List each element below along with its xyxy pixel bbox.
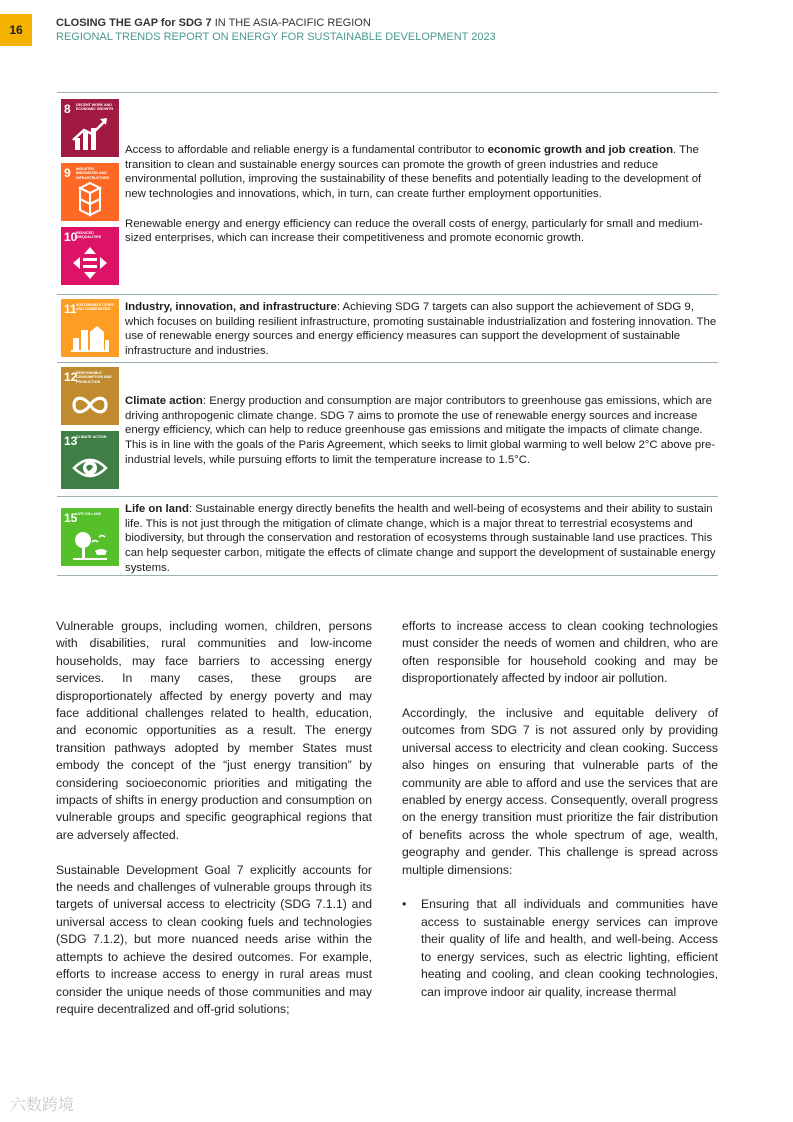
industry-paragraph: Industry, innovation, and infrastructure: Achieving SDG 7 targets can also support the achievement of SDG 9, which focuses on building resilient infrastructure, promoting sustainable industrialization and fostering innovation. The use of renewable energy sources and energy efficiency measures can support the development of sustainable infrastructure and industries. [125, 301, 717, 358]
sdg-row-text [125, 295, 718, 362]
header-subtitle: REGIONAL TRENDS REPORT ON ENERGY FOR SUSTAINABLE DEVELOPMENT 2023 [56, 31, 496, 43]
sdg-icon-column [57, 295, 125, 362]
sdg-15-icon: 15 LIFE ON LAND [61, 508, 119, 566]
bullet-list [402, 896, 718, 1000]
energy-costs-paragraph: Renewable energy and energy efficiency can reduce the overall costs of energy, particularly for small and medium-sized enterprises, which can increase their competitiveness and promote economic growth. [125, 217, 703, 245]
sdg-linkage-table [57, 92, 718, 576]
sdg-row-life-on-land [57, 496, 718, 576]
economic-growth-paragraph: Access to affordable and reliable energy is a fundamental contributor to economic growth and job creation. The transition to clean and sustainable energy sources can promote the growth of green industries and reduce environmental pollution, improving the sustainability of these benefits and potentially leading to the development of new technologies and innovations, which, in turn, can create further employment opportunities. [125, 144, 702, 201]
header-title: CLOSING THE GAP for SDG 7 IN THE ASIA-PACIFIC REGION [56, 17, 371, 29]
climate-paragraph: Climate action: Energy production and consumption are major contributors to greenhouse gas emissions, which are driving anthropogenic climate change. SDG 7 aims to promote the use of renewable energy sources and increase energy efficiency, which can help to reduce greenhouse gas emissions and mitigate the impacts of climate change. This is in line with the goals of the Paris Agreement, which seeks to limit global warming to well below 2°C above pre-industrial levels, while pursuing efforts to limit the temperature increase to 1.5°C. [125, 395, 716, 466]
sdg-row-text [125, 363, 718, 496]
running-header [56, 16, 496, 44]
sdg-13-icon: 13 CLIMATE ACTION [61, 431, 119, 489]
body-paragraph: Sustainable Development Goal 7 explicitly accounts for the needs and challenges of vulnerable groups through its targets of universal access to electricity (SDG 7.1.1) and universal access to clean cooking fuels and technologies (SDG 7.1.2), but more nuanced needs arise within the attempts to achieve the desired outcomes. For example, efforts to increase access to energy in rural areas must consider the unique needs of those communities and may require decentralized and off-grid solutions; [56, 862, 372, 1016]
watermark: 六数跨境 [10, 1095, 75, 1114]
body-column-left [56, 618, 372, 1018]
sdg-row-climate [57, 362, 718, 496]
body-column-right [402, 618, 718, 1001]
sdg-10-icon: 10 REDUCED INEQUALITIES [61, 227, 119, 285]
list-item: • Ensuring that all individuals and communities have access to sustainable energy services can improve their quality of life and health, and well-being. Access to energy services, such as electric lighting, efficient heating and cooling, and clean cooking technologies, can improve indoor air quality, increase thermal [402, 896, 718, 1000]
sdg-row-text [125, 497, 718, 575]
sdg-11-icon: 11 SUSTAINABLE CITIES AND COMMUNITIES [61, 299, 119, 357]
sdg-icon-column [57, 497, 125, 575]
body-paragraph: Vulnerable groups, including women, children, persons with disabilities, rural communities and low-income households, may face barriers to accessing energy services. In many cases, these groups are disproportionately affected by energy poverty and may face additional challenges related to health, education, and economic opportunities as a result. The energy transition pathways adopted by member States must embody the concept of the “just energy transition” by considering socioeconomic priorities and mitigating the impacts of shifts in energy production and consumption on vulnerable groups and specific geographical regions that are adversely affected. [56, 619, 372, 842]
sdg-row-industry [57, 294, 718, 362]
sdg-row-text [125, 93, 718, 294]
sdg-9-icon: 9 INDUSTRY, INNOVATION AND INFRASTRUCTURE [61, 163, 119, 221]
body-paragraph: efforts to increase access to clean cooking technologies must consider the needs of women and children, who are often responsible for household cooking and may be disproportionately affected by indoor air pollution. [402, 619, 718, 686]
body-paragraph: Accordingly, the inclusive and equitable delivery of outcomes from SDG 7 is not assured only by providing universal access to electricity and clean cooking. Success also hinges on ensuring that vulnerable parts of the community are able to afford and use the services that are enabled by energy access. Consequently, overall progress on the energy transition must prioritize the fair distribution of benefits across the whole spectrum of age, wealth, geography and gender. This challenge is spread across multiple dimensions: [402, 706, 718, 877]
life-on-land-paragraph: Life on land: Sustainable energy directly benefits the health and well-being of ecosystems and their ability to sustain life. This is not just through the mitigation of climate change, which is a major threat to terrestrial ecosystems and biodiversity, but through the conservation and restoration of ecosystems through sustainable land use practices. This can help sequester carbon, mitigate the effects of climate change and support the development of sustainable energy systems. [125, 503, 716, 574]
sdg-12-icon: 12 RESPONSIBLE CONSUMPTION AND PRODUCTION [61, 367, 119, 425]
sdg-icon-column [57, 363, 125, 496]
sdg-icon-column [57, 93, 125, 294]
sdg-row-economic-growth [57, 92, 718, 294]
page-number: 16 [0, 14, 32, 46]
sdg-8-icon: 8 DECENT WORK AND ECONOMIC GROWTH [61, 99, 119, 157]
